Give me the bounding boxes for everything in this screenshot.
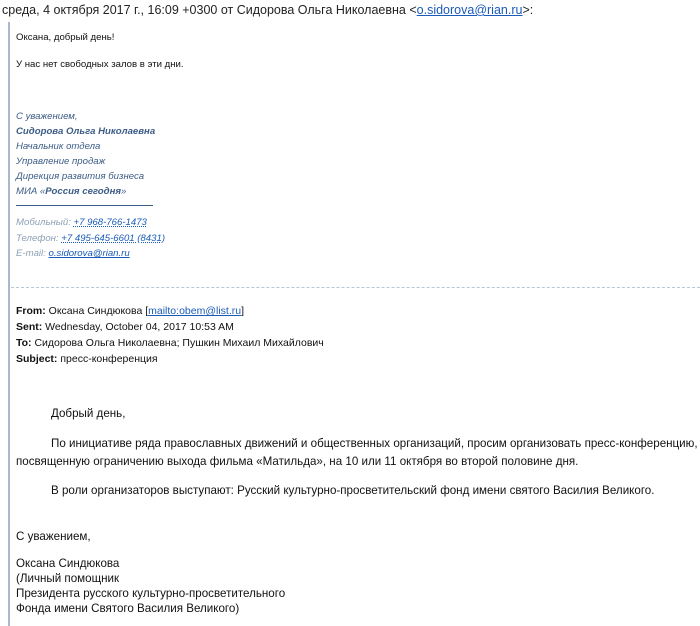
body-sig-line2: Президента русского культурно-просветительного xyxy=(16,587,286,600)
phone-link[interactable]: +7 495-645-6601 (8431) xyxy=(61,233,166,244)
quote-bar xyxy=(8,22,10,626)
body-para1-line2: посвященную ограничению выхода фильма «Матильда», на 10 или 11 октября во второй половине дня. xyxy=(16,455,579,468)
meta-sent xyxy=(16,321,234,333)
from-label: From: xyxy=(16,305,46,317)
signature-organization xyxy=(16,186,126,197)
header-prefix: среда, 4 октября 2017 г., 16:09 +0300 от Сидорова Ольга Николаевна < xyxy=(2,3,417,17)
signature-department: Управление продаж xyxy=(16,156,106,167)
signature-title: Начальник отдела xyxy=(16,141,101,152)
message-header xyxy=(2,3,533,17)
body-sig-line3: Фонда имени Святого Василия Великого) xyxy=(16,602,240,615)
signature-separator xyxy=(16,205,153,206)
to-label: To: xyxy=(16,337,32,349)
message-divider xyxy=(11,287,700,288)
phone-label: Телефон: xyxy=(16,233,62,244)
header-suffix: >: xyxy=(522,3,534,17)
sent-value: Wednesday, October 04, 2017 10:53 AM xyxy=(45,321,234,333)
signature-name: Сидорова Ольга Николаевна xyxy=(16,126,156,137)
email-label: E-mail: xyxy=(16,248,49,259)
body-sig-line1: (Личный помощник xyxy=(16,572,120,585)
from-name: Оксана Синдюкова [ xyxy=(48,305,149,317)
reply-message: У нас нет свободных залов в эти дни. xyxy=(16,59,184,70)
reply-greeting: Оксана, добрый день! xyxy=(16,32,115,43)
mobile-label: Мобильный: xyxy=(16,217,74,228)
org-suffix: » xyxy=(121,186,127,197)
from-close: ] xyxy=(241,305,244,317)
sent-label: Sent: xyxy=(16,321,43,333)
sender-email-link[interactable]: o.sidorova@rian.ru xyxy=(416,3,523,17)
body-para1-line1: По инициативе ряда православных движений и общественных организаций, просим организовать пресс-конференцию, xyxy=(51,437,698,450)
meta-to xyxy=(16,337,324,349)
from-mailto-link[interactable]: mailto:obem@list.ru xyxy=(148,305,242,317)
to-value: Сидорова Ольга Николаевна; Пушкин Михаил Михайлович xyxy=(34,337,324,349)
body-greeting: Добрый день, xyxy=(51,407,126,420)
body-regards: С уважением, xyxy=(16,530,91,543)
signature-mobile xyxy=(16,217,147,228)
subject-label: Subject: xyxy=(16,353,58,365)
signature-phone xyxy=(16,233,165,244)
body-sig-name: Оксана Синдюкова xyxy=(16,557,120,570)
org-prefix: МИА « xyxy=(16,186,46,197)
subject-value: пресс-конференция xyxy=(60,353,158,365)
signature-email xyxy=(16,248,130,259)
body-para2: В роли организаторов выступают: Русский культурно-просветительский фонд имени святого Василия Великого. xyxy=(51,484,655,497)
org-name: Россия сегодня xyxy=(45,186,122,197)
signature-regards: С уважением, xyxy=(16,111,78,122)
meta-from xyxy=(16,305,244,317)
signature-email-link[interactable]: o.sidorova@rian.ru xyxy=(48,248,130,259)
meta-subject xyxy=(16,353,158,365)
signature-directorate: Дирекция развития бизнеса xyxy=(16,171,145,182)
mobile-link[interactable]: +7 968-766-1473 xyxy=(73,217,147,228)
